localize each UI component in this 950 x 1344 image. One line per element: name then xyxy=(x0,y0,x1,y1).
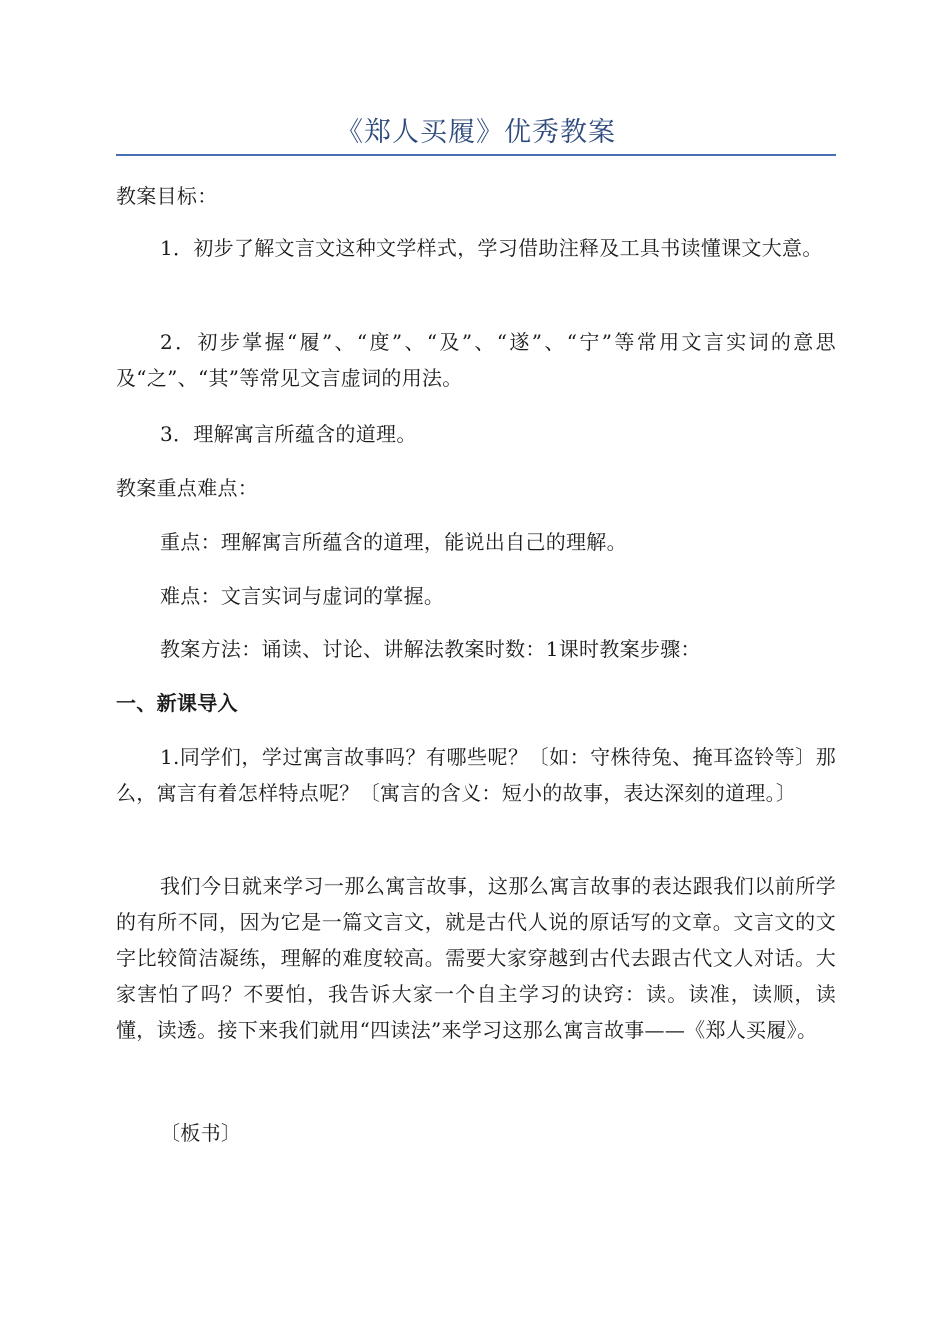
key-point: 重点：理解寓言所蕴含的道理，能说出自己的理解。 xyxy=(160,530,627,554)
section-1-heading: 一、新课导入 xyxy=(116,691,238,715)
difficulty: 难点：文言实词与虚词的掌握。 xyxy=(160,584,445,608)
objectives-heading: 教案目标： xyxy=(116,184,218,208)
document-title: 《郑人买履》优秀教案 xyxy=(336,117,616,148)
teaching-methods: 教案方法：诵读、讨论、讲解法教案时数：1课时教案步骤： xyxy=(160,637,701,661)
objective-3: 3．理解寓言所蕴含的道理。 xyxy=(160,422,417,446)
key-points-heading: 教案重点难点： xyxy=(116,476,259,500)
blackboard-note: 〔板书〕 xyxy=(160,1121,242,1145)
objective-2: 2．初步掌握“履”、“度”、“及”、“遂”、“宁”等常用文言实词的意思及“之”、“其”等常见文言虚词的用法。 xyxy=(116,330,836,390)
intro-paragraph-2: 我们今日就来学习一那么寓言故事，这那么寓言故事的表达跟我们以前所学的有所不同，因为它是一篇文言文，就是古代人说的原话写的文章。文言文的文字比较简洁凝练，理解的难度较高。需要大家穿越到古代去跟古代文人对话。大家害怕了吗？不要怕，我告诉大家一个自主学习的诀窍：读。读准，读顺，读懂，读透。接下来我们就用“四读法”来学习这那么寓言故事——《郑人买履》。 xyxy=(116,874,836,1042)
intro-paragraph-1: 1.同学们，学过寓言故事吗？有哪些呢？〔如：守株待兔、掩耳盗铃等〕那么，寓言有着怎样特点呢？〔寓言的含义：短小的故事，表达深刻的道理。〕 xyxy=(116,745,836,805)
objective-1: 1．初步了解文言文这种文学样式，学习借助注释及工具书读懂课文大意。 xyxy=(160,236,823,260)
title-underline xyxy=(116,154,836,156)
